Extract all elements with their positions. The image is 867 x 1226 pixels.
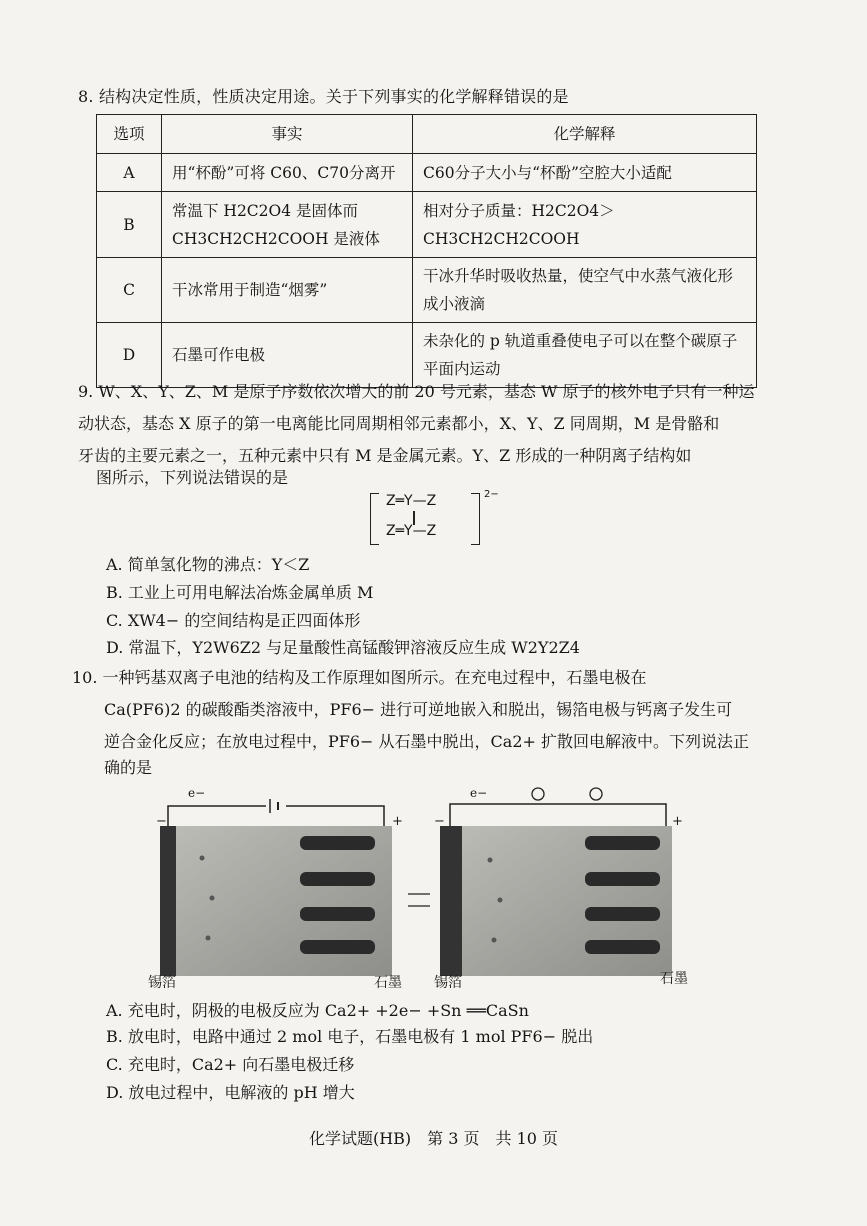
discharging-cell xyxy=(440,788,672,976)
q9-choice-c: C. XW4− 的空间结构是正四面体形 xyxy=(106,611,361,630)
electron-label-left: e− xyxy=(188,786,206,800)
q10-choice-a: A. 充电时，阴极的电极反应为 Ca2+ +2e− +Sn ══CaSn xyxy=(106,1001,529,1020)
label-tin-foil-right: 锡箔 xyxy=(434,975,462,991)
label-graphite-left: 石墨 xyxy=(374,975,402,991)
q10-choice-d: D. 放电过程中，电解液的 pH 增大 xyxy=(106,1083,355,1102)
header-explain: 化学解释 xyxy=(413,115,757,154)
question-9-line4: 图所示，下列说法错误的是 xyxy=(96,468,289,487)
bulb-icon xyxy=(590,788,602,800)
row-option: D xyxy=(97,323,162,388)
anion-row-top: Z═Y—Z xyxy=(386,493,437,509)
minus-terminal-left: − xyxy=(156,814,167,829)
table-row xyxy=(97,192,757,258)
row-fact: 常温下 H2C2O4 是固体而 CH3CH2CH2COOH 是液体 xyxy=(162,192,413,258)
charging-cell xyxy=(160,799,392,976)
table-row xyxy=(97,258,757,323)
question-10-line1: 10. 一种钙基双离子电池的结构及工作原理如图所示。在充电过程中，石墨电极在 xyxy=(72,668,647,687)
plus-terminal-left: + xyxy=(392,814,403,829)
anion-structure xyxy=(370,489,499,545)
minus-terminal-right: − xyxy=(434,814,445,829)
q9-choice-d: D. 常温下，Y2W6Z2 与足量酸性高锰酸钾溶液反应生成 W2Y2Z4 xyxy=(106,638,580,657)
q10-choice-b: B. 放电时，电路中通过 2 mol 电子，石墨电极有 1 mol PF6− 脱出 xyxy=(106,1027,594,1046)
anion-row-bottom: Z═Y—Z xyxy=(386,523,437,539)
question-10-line3: 逆合金化反应；在放电过程中，PF6− 从石墨中脱出，Ca2+ 扩散回电解液中。下列说法正 xyxy=(104,732,749,751)
bracket-left xyxy=(370,493,379,545)
row-explain: 未杂化的 p 轨道重叠使电子可以在整个碳原子平面内运动 xyxy=(413,323,757,388)
bracket-right xyxy=(471,493,480,545)
facts-table xyxy=(96,114,757,388)
q10-choice-c: C. 充电时，Ca2+ 向石墨电极迁移 xyxy=(106,1055,355,1074)
row-option: C xyxy=(97,258,162,323)
row-explain: 相对分子质量：H2C2O4＞CH3CH2CH2COOH xyxy=(413,192,757,258)
tin-foil-electrode xyxy=(440,826,462,976)
table-header-row xyxy=(97,115,757,154)
anion-charge: 2− xyxy=(484,489,499,500)
electron-label-right: e− xyxy=(470,786,488,800)
tin-foil-electrode xyxy=(160,826,176,976)
question-10-line2: Ca(PF6)2 的碳酸酯类溶液中，PF6− 进行可逆地嵌入和脱出，锡箔电极与钙离子发生可 xyxy=(104,700,733,719)
label-tin-foil-left: 锡箔 xyxy=(148,975,176,991)
question-8-title: 8. 结构决定性质，性质决定用途。关于下列事实的化学解释错误的是 xyxy=(78,87,569,106)
table-row xyxy=(97,154,757,192)
bulb-icon xyxy=(532,788,544,800)
label-graphite-right: 石墨 xyxy=(660,971,688,987)
row-explain: C60分子大小与“杯酚”空腔大小适配 xyxy=(413,154,757,192)
q9-choice-b: B. 工业上可用电解法冶炼金属单质 M xyxy=(106,583,374,602)
question-9-line2: 动状态，基态 X 原子的第一电离能比同周期相邻元素都小，X、Y、Z 同周期，M 是骨骼和 xyxy=(78,414,720,433)
row-explain: 干冰升华时吸收热量，使空气中水蒸气液化形成小液滴 xyxy=(413,258,757,323)
question-9-line3: 牙齿的主要元素之一，五种元素中只有 M 是金属元素。Y、Z 形成的一种阴离子结构如 xyxy=(78,446,692,465)
row-fact: 石墨可作电极 xyxy=(162,323,413,388)
plus-terminal-right: + xyxy=(672,814,683,829)
row-option: B xyxy=(97,192,162,258)
page-footer: 化学试题(HB) 第 3 页 共 10 页 xyxy=(308,1129,559,1148)
question-10-line4: 确的是 xyxy=(104,758,153,777)
row-fact: 干冰常用于制造“烟雾” xyxy=(162,258,413,323)
direction-arrows xyxy=(408,894,430,906)
battery-figure xyxy=(150,780,710,995)
header-option: 选项 xyxy=(97,115,162,154)
row-option: A xyxy=(97,154,162,192)
header-fact: 事实 xyxy=(162,115,413,154)
row-fact: 用“杯酚”可将 C60、C70分离开 xyxy=(162,154,413,192)
q9-choice-a: A. 简单氢化物的沸点：Y＜Z xyxy=(106,555,310,574)
question-9-line1: 9. W、X、Y、Z、M 是原子序数依次增大的前 20 号元素，基态 W 原子的核外电子只有一种运 xyxy=(78,382,755,401)
